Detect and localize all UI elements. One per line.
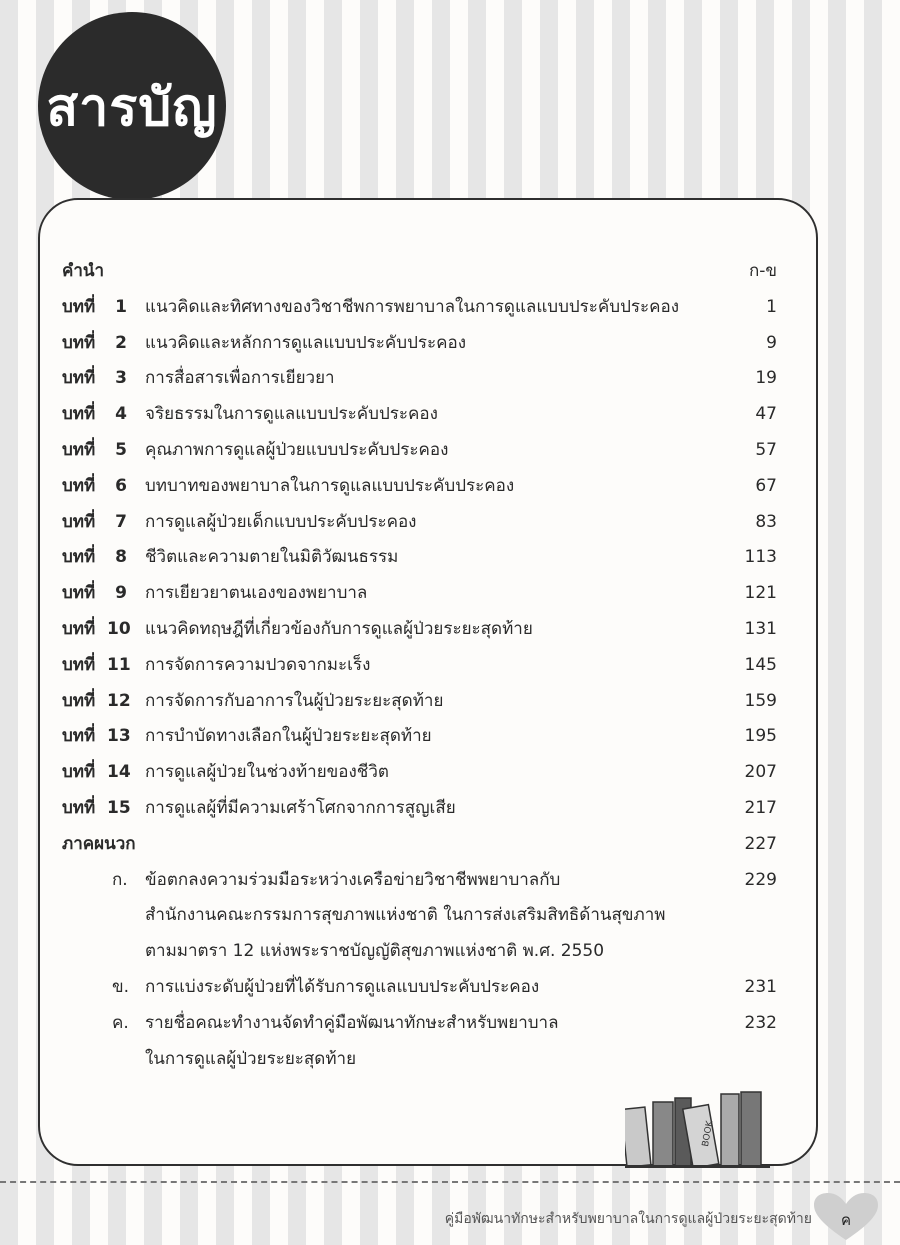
chapter-number: 4 (115, 404, 127, 425)
appendix-item-text: การแบ่งระดับผู้ป่วยที่ได้รับการดูแลแบบประคับประคอง (145, 977, 540, 997)
footer-divider (0, 1181, 900, 1183)
toc-entry-chapter (62, 506, 777, 538)
chapter-title: การดูแลผู้ป่วยเด็กแบบประคับประคอง (145, 511, 417, 532)
appendix-item-text: ในการดูแลผู้ป่วยระยะสุดท้าย (145, 1048, 357, 1069)
toc-entry-chapter (62, 291, 777, 323)
chapter-page: 113 (744, 547, 777, 568)
appendix-item-line (62, 1007, 777, 1039)
chapter-number: 2 (115, 332, 127, 353)
chapter-page: 19 (755, 368, 777, 389)
appendix-page: 227 (744, 833, 777, 854)
chapter-page: 1 (766, 296, 777, 317)
chapter-title: การสื่อสารเพื่อการเยียวยา (145, 368, 335, 389)
chapter-number: 8 (115, 547, 127, 568)
appendix-item-letter: ข. (112, 977, 130, 997)
chapter-page: 195 (744, 726, 777, 747)
toc-entry-appendix (62, 828, 777, 860)
appendix-item-page: 232 (744, 1012, 777, 1033)
toc-entry-chapter (62, 577, 777, 609)
toc-entry-intro (62, 255, 777, 287)
appendix-item-text: รายชื่อคณะทำงานจัดทำคู่มือพัฒนาทักษะสำหรับพยาบาล (145, 1012, 559, 1033)
appendix-item-text: ตามมาตรา 12 แห่งพระราชบัญญัติสุขภาพแห่งชาติ พ.ศ. 2550 (145, 941, 605, 962)
toc-entry-chapter (62, 649, 777, 681)
chapter-prefix: บทที่ (62, 690, 96, 711)
appendix-label: ภาคผนวก (62, 833, 136, 854)
chapter-page: 83 (755, 511, 777, 532)
chapter-prefix: บทที่ (62, 762, 96, 783)
chapter-page: 217 (744, 798, 777, 818)
chapter-number: 10 (107, 619, 131, 639)
chapter-prefix: บทที่ (62, 332, 96, 353)
page-title: สารบัญ (46, 77, 218, 138)
chapter-title: แนวคิดและหลักการดูแลแบบประคับประคอง (145, 332, 467, 353)
chapter-number: 6 (115, 475, 127, 496)
entry-label: คำนำ (62, 261, 105, 281)
toc-entry-chapter (62, 613, 777, 645)
chapter-number: 14 (107, 762, 131, 783)
appendix-item-letter: ค. (112, 1012, 129, 1033)
chapter-title: การบำบัดทางเลือกในผู้ป่วยระยะสุดท้าย (145, 726, 432, 747)
appendix-item-line (62, 935, 777, 967)
chapter-prefix: บทที่ (62, 475, 96, 496)
chapter-page: 9 (766, 332, 777, 353)
chapter-prefix: บทที่ (62, 619, 96, 639)
chapter-prefix: บทที่ (62, 296, 96, 317)
appendix-item-page: 229 (744, 869, 777, 890)
books-icon (625, 1088, 775, 1168)
toc-entry-chapter (62, 792, 777, 824)
chapter-page: 131 (744, 619, 777, 639)
chapter-title: การดูแลผู้ป่วยในช่วงท้ายของชีวิต (145, 762, 389, 783)
toc-entry-chapter (62, 541, 777, 573)
entry-page: ก-ข (748, 261, 777, 281)
chapter-number: 13 (107, 726, 131, 747)
toc-entry-chapter (62, 756, 777, 788)
appendix-item-text: สำนักงานคณะกรรมการสุขภาพแห่งชาติ ในการส่งเสริมสิทธิด้านสุขภาพ (145, 905, 666, 926)
chapter-prefix: บทที่ (62, 583, 96, 604)
chapter-number: 15 (107, 798, 131, 818)
chapter-page: 159 (744, 690, 777, 711)
toc-entry-chapter (62, 398, 777, 430)
chapter-prefix: บทที่ (62, 798, 96, 818)
chapter-title: การดูแลผู้ที่มีความเศร้าโศกจากการสูญเสีย (145, 798, 456, 818)
page-number: ค (840, 1211, 852, 1229)
chapter-prefix: บทที่ (62, 726, 96, 747)
chapter-prefix: บทที่ (62, 654, 96, 675)
chapter-title: จริยธรรมในการดูแลแบบประคับประคอง (145, 404, 438, 425)
chapter-number: 1 (115, 296, 127, 317)
appendix-item-page: 231 (744, 977, 777, 997)
chapter-number: 9 (115, 583, 127, 604)
chapter-page: 207 (744, 762, 777, 783)
chapter-prefix: บทที่ (62, 368, 96, 389)
chapter-page: 121 (744, 583, 777, 604)
footer-book-title: คู่มือพัฒนาทักษะสำหรับพยาบาลในการดูแลผู้ป่วยระยะสุดท้าย (444, 1211, 812, 1227)
chapter-page: 67 (755, 475, 777, 496)
chapter-title: แนวคิดทฤษฎีที่เกี่ยวข้องกับการดูแลผู้ป่วยระยะสุดท้าย (145, 619, 533, 639)
chapter-page: 57 (755, 440, 777, 460)
toc-entry-chapter (62, 720, 777, 752)
toc-entry-chapter (62, 470, 777, 502)
chapter-prefix: บทที่ (62, 440, 96, 460)
chapter-title: การจัดการความปวดจากมะเร็ง (145, 654, 371, 675)
toc-entry-chapter (62, 327, 777, 359)
chapter-title: ชีวิตและความตายในมิติวัฒนธรรม (145, 547, 399, 568)
chapter-prefix: บทที่ (62, 547, 96, 568)
toc-entry-chapter (62, 685, 777, 717)
appendix-item-letter: ก. (112, 869, 128, 890)
chapter-title: บทบาทของพยาบาลในการดูแลแบบประคับประคอง (145, 475, 515, 496)
appendix-item-line (62, 1043, 777, 1075)
book-spine-label: BOOK (700, 1120, 716, 1148)
appendix-item-line (62, 899, 777, 931)
chapter-title: การจัดการกับอาการในผู้ป่วยระยะสุดท้าย (145, 690, 444, 711)
chapter-number: 7 (115, 511, 127, 532)
toc-entry-chapter (62, 362, 777, 394)
chapter-page: 47 (755, 404, 777, 425)
chapter-number: 3 (115, 368, 127, 389)
chapter-prefix: บทที่ (62, 511, 96, 532)
chapter-title: การเยียวยาตนเองของพยาบาล (145, 583, 368, 604)
appendix-item-text: ข้อตกลงความร่วมมือระหว่างเครือข่ายวิชาชีพพยาบาลกับ (145, 869, 561, 890)
appendix-item-line (62, 971, 777, 1003)
chapter-title: คุณภาพการดูแลผู้ป่วยแบบประคับประคอง (145, 440, 449, 460)
toc-title-badge (38, 12, 226, 200)
chapter-page: 145 (744, 654, 777, 675)
toc-entry-chapter (62, 434, 777, 466)
chapter-number: 12 (107, 690, 131, 711)
appendix-item-line (62, 864, 777, 896)
chapter-number: 11 (107, 654, 131, 675)
chapter-prefix: บทที่ (62, 404, 96, 425)
chapter-number: 5 (115, 440, 127, 460)
chapter-title: แนวคิดและทิศทางของวิชาชีพการพยาบาลในการดูแลแบบประคับประคอง (145, 296, 680, 317)
